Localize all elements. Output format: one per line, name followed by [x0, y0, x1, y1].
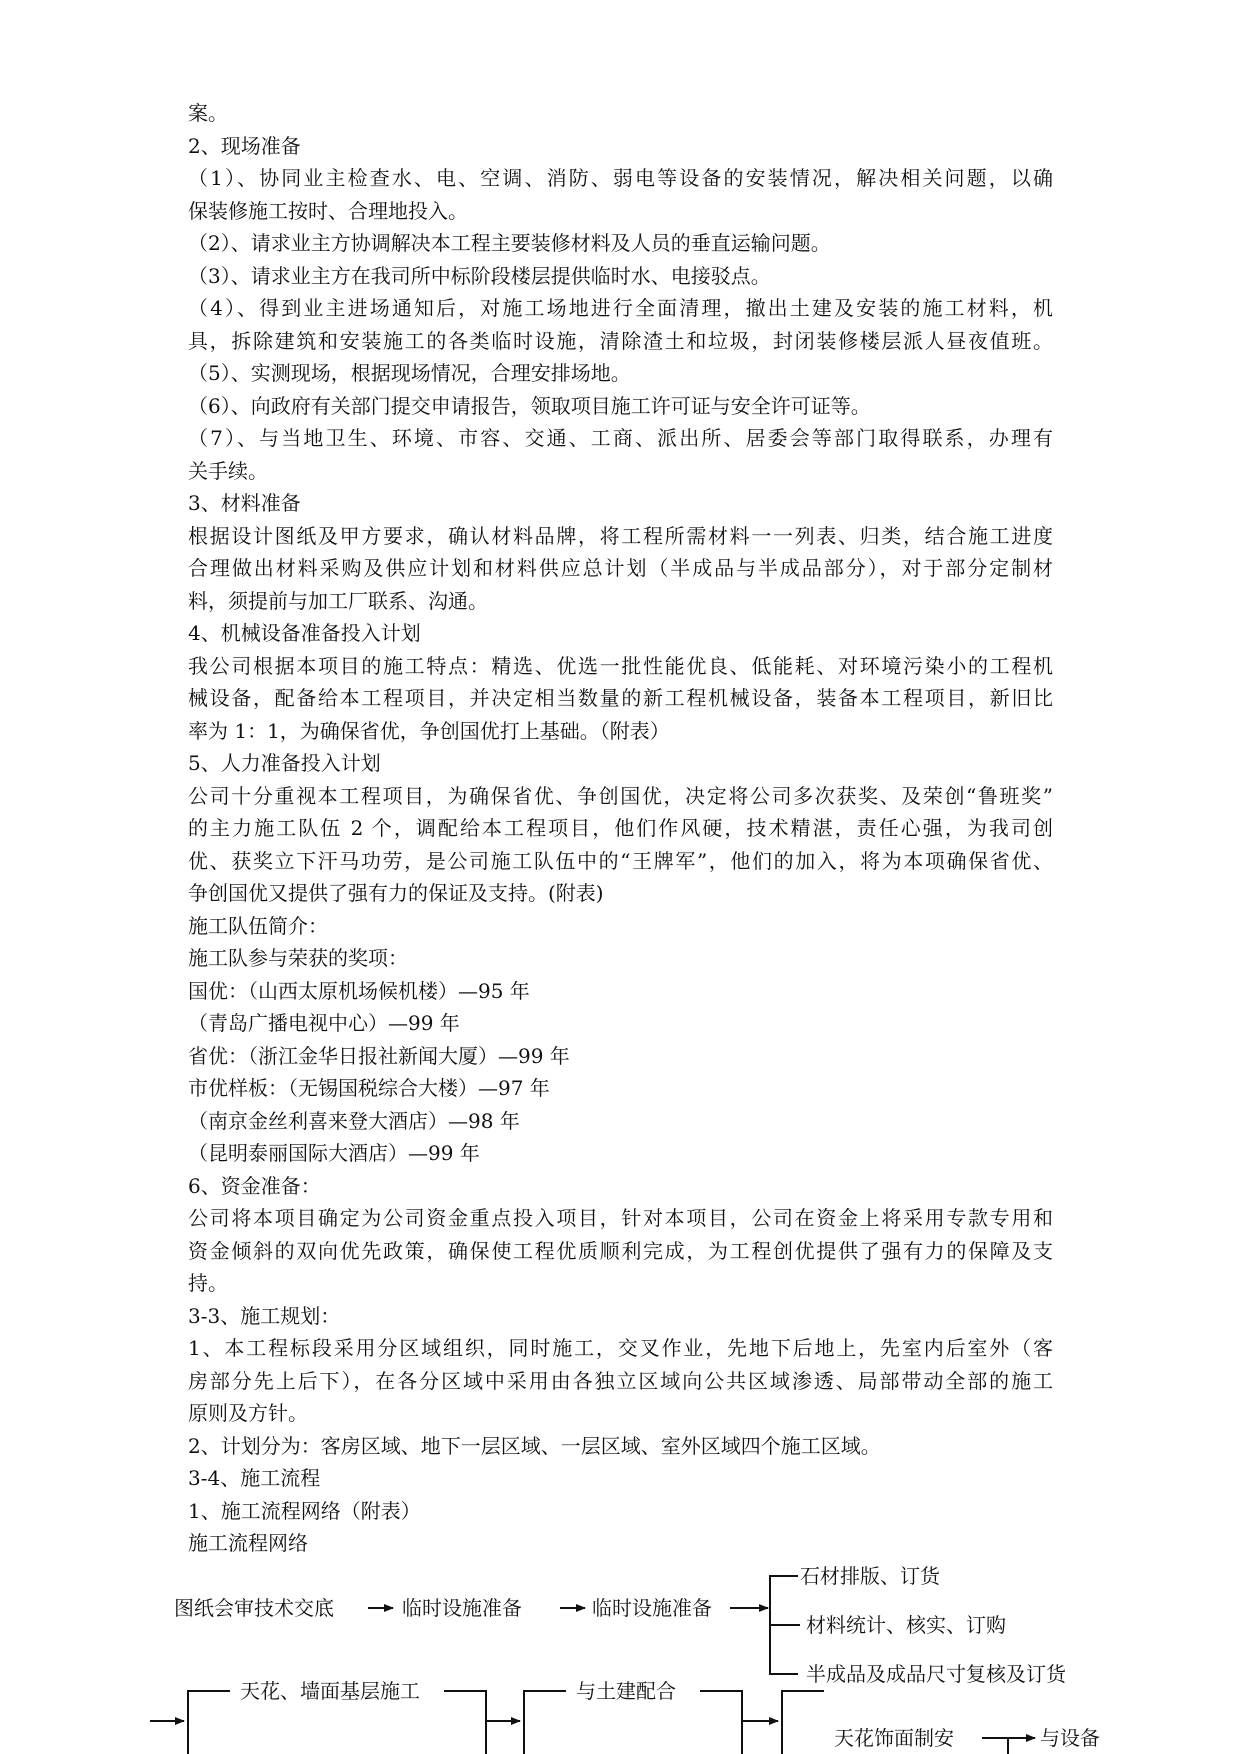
node-drawing-review: 图纸会审技术交底 [174, 1596, 334, 1620]
text-line: 我公司根据本项目的施工特点：精选、优选一批性能优良、低能耗、对环境污染小的工程机 [188, 653, 1053, 678]
text-line: （1）、协同业主检查水、电、空调、消防、弱电等设备的安装情况，解决相关问题，以确 [188, 166, 1053, 190]
node-material-stats: 材料统计、核实、订购 [806, 1613, 1006, 1637]
text-line: 3-4、施工流程 [188, 1466, 321, 1490]
text-line: 6、资金准备： [188, 1173, 321, 1198]
text-line: 案。 [188, 101, 228, 125]
text-line: （5）、实测现场，根据现场情况，合理安排场地。 [188, 361, 631, 385]
text-line: 施工队参与荣获的奖项： [188, 946, 408, 970]
bracket-civil-right [700, 1691, 742, 1754]
bracket-ceiling-base-right [444, 1691, 486, 1754]
text-line: 率为 1：1，为确保省优，争创国优打上基础。（附表） [188, 718, 670, 743]
text-line: （6）、向政府有关部门提交申请报告，领取项目施工许可证与安全许可证等。 [188, 393, 871, 418]
text-line: 资金倾斜的双向优先政策，确保使工程优质顺利完成，为工程创优提供了强有力的保障及支 [188, 1238, 1053, 1263]
text-line: 5、人力准备投入计划 [188, 751, 381, 775]
node-civil-coordination: 与土建配合 [576, 1679, 676, 1703]
text-line: （2）、请求业主方协调解决本工程主要装修材料及人员的垂直运输问题。 [188, 231, 831, 255]
text-line: 省优：（浙江金华日报社新闻大厦）—99 年 [188, 1043, 570, 1068]
text-line: （3）、请求业主方在我司所中标阶段楼层提供临时水、电接驳点。 [188, 263, 771, 288]
node-temp-facility-2: 临时设施准备 [592, 1596, 712, 1620]
bracket-civil-left [524, 1691, 566, 1754]
text-line: 关手续。 [188, 458, 268, 483]
text-line: 2、计划分为：客房区域、地下一层区域、一层区域、室外区域四个施工区域。 [188, 1433, 881, 1458]
construction-flowchart [0, 1560, 1241, 1754]
document-body [188, 97, 1053, 1560]
text-line: 原则及方针。 [188, 1401, 308, 1425]
text-line: 4、机械设备准备投入计划 [188, 621, 421, 645]
text-line: 1、施工流程网络（附表） [188, 1498, 421, 1523]
node-semi-finished: 半成品及成品尺寸复核及订货 [806, 1662, 1066, 1686]
text-line: 具，拆除建筑和安装施工的各类临时设施，清除渣土和垃圾，封闭装修楼层派人昼夜值班。 [188, 328, 1053, 353]
text-line: 房部分先上后下），在各分区域中采用由各独立区域向公共区域渗透、局部带动全部的施工 [188, 1368, 1053, 1393]
bracket-ceiling-finish-left [782, 1691, 824, 1754]
text-line: 施工流程网络 [188, 1531, 308, 1555]
text-line: 争创国优又提供了强有力的保证及支持。(附表) [188, 881, 604, 905]
bracket-ceiling-finish-right [982, 1738, 1008, 1754]
text-line: 市优样板：（无锡国税综合大楼）—97 年 [188, 1076, 550, 1100]
text-line: 合理做出材料采购及供应计划和材料供应总计划（半成品与半成品部分），对于部分定制材 [188, 556, 1053, 580]
node-stone-layout: 石材排版、订货 [800, 1564, 940, 1588]
text-line: （青岛广播电视中心）—99 年 [188, 1011, 460, 1035]
flowchart-connectors [0, 1560, 1241, 1754]
text-line: 3、材料准备 [188, 491, 301, 515]
text-line: 1、本工程标段采用分区域组织，同时施工，交叉作业，先地下后地上，先室内后室外（客 [188, 1336, 1053, 1360]
text-line: 公司将本项目确定为公司资金重点投入项目，针对本项目，公司在资金上将采用专款专用和 [188, 1206, 1053, 1230]
node-ceiling-wall-base: 天花、墙面基层施工 [240, 1679, 420, 1703]
text-line: 料，须提前与加工厂联系、沟通。 [188, 588, 488, 613]
node-with-equipment: 与设备 [1040, 1726, 1100, 1750]
text-line: （7）、与当地卫生、环境、市容、交通、工商、派出所、居委会等部门取得联系，办理有 [188, 426, 1053, 450]
text-line: （4）、得到业主进场通知后，对施工场地进行全面清理，撤出土建及安装的施工材料，机 [188, 296, 1053, 320]
text-line: 国优：（山西太原机场候机楼）—95 年 [188, 978, 530, 1003]
text-line: 2、现场准备 [188, 133, 301, 158]
text-line: （昆明泰丽国际大酒店）—99 年 [188, 1141, 480, 1165]
text-line: 优、获奖立下汗马功劳，是公司施工队伍中的“王牌军”，他们的加入，将为本项确保省优、 [188, 848, 1053, 873]
text-line: 的主力施工队伍 2 个，调配给本工程项目，他们作风硬，技术精湛，责任心强，为我司创 [188, 816, 1053, 840]
text-line: 根据设计图纸及甲方要求，确认材料品牌，将工程所需材料一一列表、归类，结合施工进度 [188, 523, 1053, 548]
text-line: 械设备，配备给本工程项目，并决定相当数量的新工程机械设备，装备本工程项目，新旧比 [188, 686, 1053, 710]
node-temp-facility-1: 临时设施准备 [402, 1596, 522, 1620]
node-ceiling-finish: 天花饰面制安 [834, 1726, 954, 1750]
text-line: 持。 [188, 1271, 228, 1295]
text-line: 公司十分重视本工程项目，为确保省优、争创国优，决定将公司多次获奖、及荣创“鲁班奖” [188, 783, 1053, 808]
text-line: 施工队伍简介： [188, 913, 328, 938]
text-line: （南京金丝利喜来登大酒店）—98 年 [188, 1108, 520, 1133]
text-line: 保装修施工按时、合理地投入。 [188, 198, 468, 223]
text-line: 3-3、施工规划： [188, 1303, 341, 1328]
bracket-ceiling-base-left [188, 1691, 230, 1754]
